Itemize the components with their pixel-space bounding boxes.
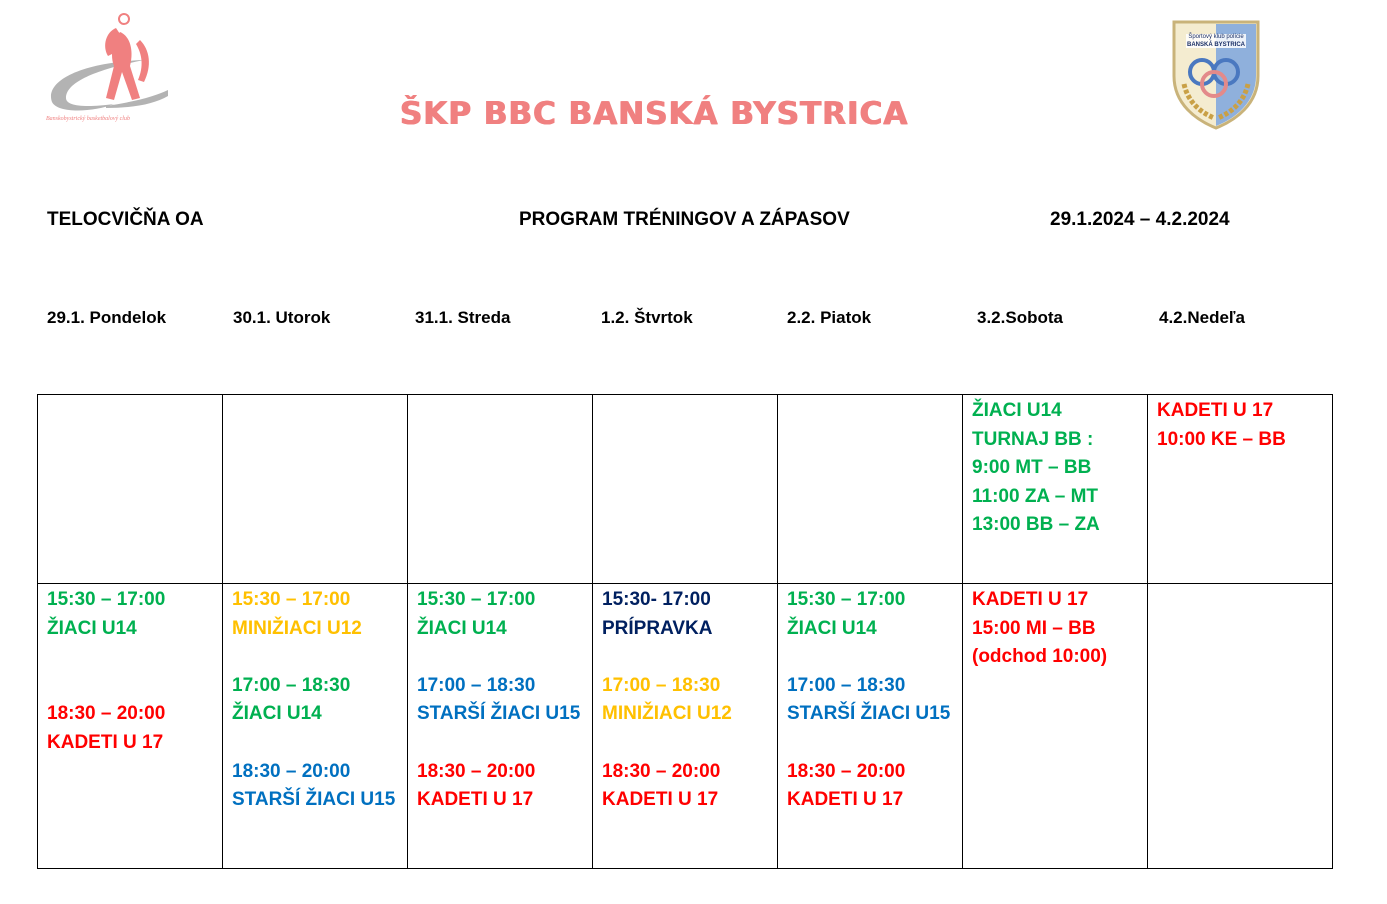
club-title: ŠKP BBC BANSKÁ BYSTRICA: [400, 96, 909, 132]
saturday-bottom-team: KADETI U 17: [972, 589, 1089, 610]
tuesday-team-1: MINIŽIACI U12: [232, 617, 362, 639]
day-saturday: 3.2.Sobota: [977, 308, 1063, 327]
saturday-bottom-match: 15:00 MI – BB: [972, 617, 1096, 639]
friday-team-2: STARŠÍ ŽIACI U15: [787, 703, 951, 725]
tuesday-time-1: 15:30 – 17:00: [232, 589, 351, 610]
program-heading: PROGRAM TRÉNINGOV A ZÁPASOV: [519, 209, 850, 230]
cell-saturday-bottom: [963, 584, 1148, 869]
cell-wednesday-top: [408, 395, 593, 584]
day-tuesday: 30.1. Utorok: [233, 308, 331, 327]
friday-team-1: ŽIACI U14: [787, 617, 877, 639]
cell-thursday-bottom: [593, 584, 778, 869]
cell-friday-bottom: [778, 584, 963, 869]
gym-name: TELOCVIČŇA OA: [47, 209, 204, 230]
friday-time-3: 18:30 – 20:00: [787, 760, 906, 782]
cell-tuesday-top: [223, 395, 408, 584]
schedule-row-weekend-matches: [38, 395, 1333, 584]
right-logo-top-text: Športový klub polície: [1188, 34, 1244, 40]
wednesday-time-1: 15:30 – 17:00: [417, 589, 536, 610]
day-sunday: 4.2.Nedeľa: [1159, 308, 1245, 327]
sunday-team: KADETI U 17: [1157, 400, 1274, 421]
thursday-time-1: 15:30- 17:00: [602, 589, 711, 610]
saturday-bottom-departure: (odchod 10:00): [972, 646, 1108, 668]
schedule-table: [37, 394, 1333, 869]
wednesday-time-3: 18:30 – 20:00: [417, 760, 536, 782]
thursday-team-2: MINIŽIACI U12: [602, 703, 732, 725]
thursday-time-3: 18:30 – 20:00: [602, 760, 721, 782]
tuesday-team-2: ŽIACI U14: [232, 703, 322, 725]
day-monday: 29.1. Pondelok: [47, 308, 167, 327]
saturday-team: ŽIACI U14: [972, 400, 1062, 421]
thursday-time-2: 17:00 – 18:30: [602, 674, 721, 696]
monday-time-2: 18:30 – 20:00: [47, 703, 166, 725]
cell-monday-bottom: [38, 584, 223, 869]
cell-friday-top: [778, 395, 963, 584]
sunday-match: 10:00 KE – BB: [1157, 428, 1286, 450]
friday-team-3: KADETI U 17: [787, 789, 904, 811]
left-logo-caption: Banskobystrický basketbalový club: [46, 116, 130, 122]
saturday-match-2: 11:00 ZA – MT: [972, 485, 1099, 507]
thursday-team-3: KADETI U 17: [602, 789, 719, 811]
tuesday-time-2: 17:00 – 18:30: [232, 674, 351, 696]
cell-tuesday-bottom: [223, 584, 408, 869]
cell-sunday-bottom: [1148, 584, 1333, 869]
monday-team-1: ŽIACI U14: [47, 617, 137, 639]
monday-team-2: KADETI U 17: [47, 731, 164, 753]
wednesday-team-1: ŽIACI U14: [417, 617, 507, 639]
date-range: 29.1.2024 – 4.2.2024: [1050, 209, 1230, 230]
cell-thursday-top: [593, 395, 778, 584]
tuesday-team-3: STARŠÍ ŽIACI U15: [232, 789, 396, 811]
saturday-match-3: 13:00 BB – ZA: [972, 514, 1100, 536]
cell-sunday-top: [1148, 395, 1333, 584]
cell-saturday-top: [963, 395, 1148, 584]
cell-monday-top: [38, 395, 223, 584]
saturday-tournament: TURNAJ BB :: [972, 428, 1094, 450]
day-friday: 2.2. Piatok: [787, 308, 872, 327]
wednesday-team-3: KADETI U 17: [417, 789, 534, 811]
bbc-club-logo: [44, 10, 174, 128]
right-logo-bottom-text: BANSKÁ BYSTRICA: [1186, 42, 1246, 48]
friday-time-1: 15:30 – 17:00: [787, 589, 906, 610]
tuesday-time-3: 18:30 – 20:00: [232, 760, 351, 782]
wednesday-team-2: STARŠÍ ŽIACI U15: [417, 703, 581, 725]
day-wednesday: 31.1. Streda: [415, 308, 511, 327]
cell-wednesday-bottom: [408, 584, 593, 869]
skp-police-club-logo: [1166, 14, 1266, 130]
friday-time-2: 17:00 – 18:30: [787, 674, 906, 696]
wednesday-time-2: 17:00 – 18:30: [417, 674, 536, 696]
monday-time-1: 15:30 – 17:00: [47, 589, 166, 610]
thursday-team-1: PRÍPRAVKA: [602, 617, 713, 639]
saturday-match-1: 9:00 MT – BB: [972, 457, 1092, 479]
day-thursday: 1.2. Štvrtok: [601, 308, 693, 327]
schedule-row-trainings: [38, 584, 1333, 869]
